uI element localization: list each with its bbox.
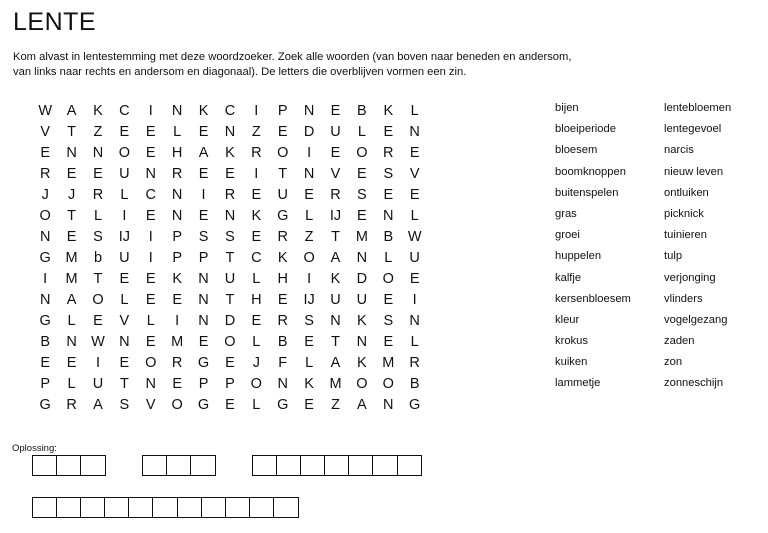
grid-letter: L	[305, 208, 314, 224]
instructions-line-2: van links naar rechts en andersom en diagonaal). De letters die overblijven vormen een zin.	[13, 66, 467, 78]
grid-letter: K	[304, 376, 314, 392]
grid-letter: L	[67, 313, 76, 329]
grid-letter: R	[383, 145, 394, 161]
grid-letter: Z	[304, 229, 314, 245]
grid-letter: B	[383, 229, 394, 245]
solution-letter-box[interactable]	[348, 455, 374, 476]
solution-letter-box[interactable]	[324, 455, 350, 476]
grid-letter: I	[148, 229, 153, 245]
grid-letter: T	[331, 229, 340, 245]
grid-letter: A	[93, 397, 103, 413]
grid-letter: Z	[251, 124, 261, 140]
grid-letter: E	[145, 271, 156, 287]
grid-letter: G	[197, 397, 210, 413]
grid-letter: E	[198, 334, 209, 350]
grid-letter: K	[198, 103, 209, 119]
grid-letter: C	[145, 187, 156, 203]
grid-letter: B	[277, 334, 288, 350]
grid-letter: H	[251, 292, 262, 308]
grid-letter: Z	[331, 397, 340, 413]
grid-letter: U	[330, 292, 341, 308]
grid-letter: E	[225, 355, 235, 371]
word-list-item: vlinders	[664, 292, 703, 305]
solution-label: Oplossing:	[12, 443, 57, 454]
grid-letter: L	[252, 271, 261, 287]
grid-letter: G	[277, 208, 289, 224]
grid-letter: S	[304, 313, 314, 329]
grid-letter: L	[252, 334, 261, 350]
grid-letter: C	[251, 250, 262, 266]
word-list-item: lentebloemen	[664, 102, 732, 114]
grid-letter: L	[410, 334, 419, 350]
grid-letter: E	[93, 313, 103, 329]
grid-letter: A	[330, 355, 341, 371]
grid-letter: E	[357, 166, 367, 182]
grid-letter: b	[93, 250, 103, 266]
grid-letter: N	[224, 124, 236, 140]
grid-letter: I	[43, 271, 48, 287]
solution-letter-box[interactable]	[32, 497, 58, 518]
grid-letter: J	[67, 187, 76, 203]
grid-letter: D	[356, 271, 368, 287]
grid-letter: N	[224, 208, 236, 224]
grid-letter: E	[277, 124, 288, 140]
grid-letter: E	[383, 187, 394, 203]
grid-letter: K	[172, 271, 182, 287]
grid-letter: L	[120, 292, 129, 308]
grid-letter: U	[356, 292, 368, 308]
grid-letter: I	[175, 313, 180, 329]
grid-letter: U	[277, 187, 288, 203]
grid-letter: B	[409, 376, 420, 392]
grid-letter: U	[409, 250, 420, 266]
grid-letter: N	[145, 166, 156, 182]
grid-letter: L	[67, 376, 76, 392]
word-list-item: bloesem	[555, 144, 598, 157]
grid-letter: B	[357, 103, 367, 119]
grid-letter: K	[251, 208, 262, 224]
grid-letter: E	[93, 166, 103, 182]
grid-letter: S	[119, 397, 130, 413]
grid-letter: V	[409, 166, 420, 182]
grid-letter: E	[40, 355, 51, 371]
grid-letter: G	[277, 397, 289, 413]
solution-letter-box[interactable]	[152, 497, 178, 518]
grid-letter: R	[251, 145, 262, 161]
grid-letter: N	[383, 208, 394, 224]
grid-letter: F	[278, 355, 288, 371]
grid-letter: O	[224, 334, 236, 350]
grid-letter: N	[356, 250, 368, 266]
grid-letter: E	[409, 187, 420, 203]
grid-letter: I	[122, 208, 127, 224]
grid-letter: R	[330, 187, 341, 203]
grid-letter: N	[356, 334, 368, 350]
word-list-item: tuinieren	[664, 229, 707, 242]
grid-letter: E	[383, 292, 394, 308]
grid-letter: T	[278, 166, 288, 182]
grid-letter: E	[119, 124, 130, 140]
grid-letter: N	[409, 124, 420, 140]
grid-letter: N	[145, 376, 156, 392]
grid-letter: V	[40, 124, 51, 140]
word-list-item: zonneschijn	[664, 377, 724, 390]
solution-letter-box[interactable]	[276, 455, 302, 476]
grid-letter: I	[307, 145, 312, 161]
grid-letter: R	[92, 187, 104, 203]
solution-word-1	[32, 455, 104, 476]
grid-letter: E	[66, 229, 77, 245]
grid-letter: N	[383, 397, 394, 413]
grid-letter: R	[171, 166, 183, 182]
grid-letter: T	[225, 292, 235, 308]
grid-letter: K	[225, 145, 235, 161]
grid-letter: IJ	[303, 292, 315, 308]
word-list-item: kersenbloesem	[555, 292, 631, 305]
page-title: LENTE	[13, 8, 97, 36]
grid-letter: I	[254, 103, 259, 119]
grid-letter: A	[357, 397, 367, 413]
word-list-item: picknick	[664, 207, 704, 220]
grid-letter: K	[357, 355, 367, 371]
solution-letter-box[interactable]	[273, 497, 299, 518]
grid-letter: E	[198, 208, 209, 224]
grid-letter: N	[39, 292, 51, 308]
grid-letter: T	[67, 124, 77, 140]
grid-letter: D	[224, 313, 236, 329]
grid-letter: I	[254, 166, 259, 182]
grid-letter: S	[225, 229, 235, 245]
grid-letter: O	[382, 271, 394, 287]
grid-letter: S	[357, 187, 367, 203]
grid-letter: P	[277, 103, 288, 119]
grid-letter: W	[38, 103, 53, 119]
solution-letter-box[interactable]	[249, 497, 275, 518]
grid-letter: IJ	[118, 229, 130, 245]
grid-letter: L	[384, 250, 393, 266]
grid-letter: P	[198, 250, 209, 266]
grid-letter: L	[410, 208, 419, 224]
grid-letter: T	[119, 376, 129, 392]
grid-letter: I	[307, 271, 312, 287]
grid-letter: J	[252, 355, 260, 371]
grid-letter: G	[197, 355, 210, 371]
grid-letter: M	[171, 334, 184, 350]
grid-letter: V	[145, 397, 156, 413]
grid-letter: L	[173, 124, 182, 140]
grid-letter: M	[65, 271, 78, 287]
solution-letter-box[interactable]	[372, 455, 398, 476]
grid-letter: R	[277, 229, 288, 245]
grid-letter: I	[148, 250, 153, 266]
grid-letter: O	[277, 145, 289, 161]
grid-letter: G	[409, 397, 421, 413]
solution-letter-box[interactable]	[201, 497, 227, 518]
solution-letter-box[interactable]	[104, 497, 130, 518]
grid-letter: G	[39, 313, 51, 329]
grid-letter: U	[224, 271, 236, 287]
grid-letter: E	[145, 145, 156, 161]
grid-letter: A	[198, 145, 209, 161]
grid-letter: E	[198, 124, 209, 140]
grid-letter: M	[65, 250, 78, 266]
grid-letter: O	[356, 376, 368, 392]
grid-letter: K	[93, 103, 103, 119]
grid-letter: E	[304, 397, 314, 413]
grid-letter: M	[329, 376, 342, 392]
grid-letter: R	[277, 313, 288, 329]
grid-letter: P	[172, 250, 182, 266]
grid-letter: B	[40, 334, 51, 350]
grid-letter: O	[250, 376, 262, 392]
grid-letter: E	[409, 145, 420, 161]
word-list-left	[555, 101, 631, 398]
solution-letter-box[interactable]	[142, 455, 168, 476]
grid-letter: V	[119, 313, 130, 329]
grid-letter: N	[66, 334, 77, 350]
grid-letter: E	[251, 229, 262, 245]
letter-grid	[32, 101, 428, 416]
grid-letter: T	[93, 271, 103, 287]
grid-letter: E	[225, 397, 235, 413]
grid-letter: O	[303, 250, 315, 266]
grid-letter: H	[277, 271, 288, 287]
grid-letter: G	[39, 397, 51, 413]
grid-letter: E	[145, 334, 156, 350]
word-list-item: groei	[555, 229, 580, 242]
grid-letter: N	[171, 208, 183, 224]
grid-letter: N	[119, 334, 130, 350]
word-list-item: tulp	[664, 250, 683, 263]
grid-letter: IJ	[329, 208, 342, 224]
grid-letter: R	[66, 397, 77, 413]
grid-letter: T	[331, 334, 340, 350]
grid-letter: R	[409, 355, 420, 371]
grid-letter: H	[171, 145, 183, 161]
grid-letter: M	[355, 229, 368, 245]
grid-letter: N	[198, 292, 209, 308]
word-list-item: nieuw leven	[664, 165, 724, 178]
grid-letter: E	[145, 208, 156, 224]
grid-letter: P	[198, 376, 209, 392]
solution-letter-box[interactable]	[252, 455, 278, 476]
solution-word-2	[142, 455, 214, 476]
word-list-item: narcis	[664, 144, 694, 157]
grid-letter: N	[171, 103, 183, 119]
grid-letter: E	[383, 334, 394, 350]
solution-letter-box[interactable]	[225, 497, 251, 518]
grid-letter: P	[225, 376, 235, 392]
grid-letter: R	[224, 187, 236, 203]
grid-letter: N	[92, 145, 104, 161]
word-list-item: boomknoppen	[555, 165, 626, 178]
instructions	[13, 50, 753, 80]
grid-letter: O	[356, 145, 368, 161]
grid-letter: E	[66, 166, 77, 182]
grid-letter: O	[171, 397, 183, 413]
grid-letter: J	[41, 187, 49, 203]
grid-letter: N	[198, 313, 209, 329]
grid-letter: N	[66, 145, 77, 161]
grid-letter: E	[40, 145, 51, 161]
grid-letter: L	[93, 208, 103, 224]
grid-letter: U	[330, 124, 341, 140]
grid-letter: E	[119, 355, 130, 371]
grid-letter: E	[251, 313, 262, 329]
word-list-item: ontluiken	[664, 186, 709, 199]
word-list-item: bijen	[555, 102, 579, 114]
instructions-line-1: Kom alvast in lentestemming met deze woordzoeker. Zoek alle woorden (van boven naar beneden en andersom,	[13, 51, 572, 63]
solution-word-3	[252, 455, 421, 476]
grid-letter: S	[383, 313, 394, 329]
grid-letter: K	[383, 103, 394, 119]
grid-letter: E	[277, 292, 288, 308]
solution-word-4	[32, 497, 297, 518]
word-list-item: huppelen	[555, 250, 602, 263]
solution-letter-box[interactable]	[397, 455, 423, 476]
grid-letter: E	[172, 292, 182, 308]
solution-letter-box[interactable]	[80, 497, 106, 518]
grid-letter: W	[91, 334, 105, 350]
solution-letter-box[interactable]	[56, 497, 82, 518]
grid-letter: E	[251, 187, 262, 203]
grid-letter: E	[330, 145, 341, 161]
grid-letter: R	[39, 166, 51, 182]
grid-letter: R	[171, 355, 183, 371]
grid-letter: K	[277, 250, 288, 266]
grid-letter: E	[304, 334, 314, 350]
word-list-item: kalfje	[555, 271, 582, 284]
grid-letter: N	[171, 187, 183, 203]
solution-letter-box[interactable]	[166, 455, 192, 476]
word-list-item: kleur	[555, 313, 580, 326]
grid-letter: E	[225, 166, 235, 182]
grid-letter: N	[277, 376, 288, 392]
grid-letter: T	[225, 250, 235, 266]
grid-letter: C	[119, 103, 130, 119]
grid-letter: I	[412, 292, 417, 308]
grid-letter: E	[66, 355, 77, 371]
grid-letter: E	[330, 103, 341, 119]
grid-letter: E	[172, 376, 182, 392]
grid-letter: L	[120, 187, 129, 203]
grid-letter: U	[119, 166, 130, 182]
solution-letter-box[interactable]	[56, 455, 82, 476]
grid-letter: L	[357, 124, 366, 140]
grid-letter: U	[92, 376, 104, 392]
grid-letter: E	[145, 124, 156, 140]
grid-letter: E	[357, 208, 367, 224]
grid-letter: N	[303, 103, 315, 119]
grid-letter: V	[330, 166, 341, 182]
grid-letter: S	[93, 229, 103, 245]
grid-letter: L	[410, 103, 419, 119]
word-list-item: verjonging	[664, 271, 716, 284]
grid-letter: A	[66, 103, 77, 119]
grid-letter: N	[303, 166, 315, 182]
grid-letter: G	[39, 250, 51, 266]
word-list-item: zon	[664, 356, 683, 369]
grid-letter: O	[382, 376, 394, 392]
word-list-item: lammetje	[555, 377, 601, 390]
word-list-item: buitenspelen	[555, 186, 619, 199]
grid-letter: L	[252, 397, 261, 413]
grid-letter: E	[304, 187, 314, 203]
grid-letter: A	[66, 292, 77, 308]
grid-letter: I	[95, 355, 100, 371]
grid-letter: E	[409, 271, 420, 287]
grid-letter: N	[409, 313, 420, 329]
solution-letter-box[interactable]	[80, 455, 106, 476]
word-list-item: vogelgezang	[664, 313, 728, 326]
grid-letter: N	[39, 229, 51, 245]
grid-letter: I	[201, 187, 206, 203]
grid-letter: N	[198, 271, 209, 287]
solution-letter-box[interactable]	[128, 497, 154, 518]
grid-letter: W	[407, 229, 422, 245]
grid-letter: Z	[93, 124, 103, 140]
solution-letter-box[interactable]	[190, 455, 216, 476]
grid-letter: E	[383, 124, 394, 140]
grid-letter: N	[330, 313, 341, 329]
grid-letter: K	[357, 313, 367, 329]
grid-letter: O	[92, 292, 104, 308]
word-list-item: krokus	[555, 335, 588, 348]
grid-letter: M	[382, 355, 395, 371]
grid-letter: C	[224, 103, 236, 119]
grid-letter: E	[145, 292, 156, 308]
grid-letter: S	[383, 166, 394, 182]
word-list-item: bloeiperiode	[555, 123, 616, 136]
grid-letter: U	[119, 250, 130, 266]
word-list-right	[664, 101, 731, 398]
word-list-item: zaden	[664, 335, 695, 348]
grid-letter: P	[172, 229, 182, 245]
grid-letter: O	[145, 355, 157, 371]
grid-letter: L	[146, 313, 155, 329]
grid-letter: S	[198, 229, 209, 245]
grid-letter: P	[40, 376, 51, 392]
grid-letter: O	[39, 208, 51, 224]
grid-letter: L	[305, 355, 314, 371]
word-list-item: gras	[555, 207, 577, 220]
grid-letter: K	[330, 271, 341, 287]
grid-letter: E	[119, 271, 130, 287]
grid-letter: D	[303, 124, 315, 140]
grid-letter: O	[118, 145, 130, 161]
grid-letter: A	[330, 250, 341, 266]
grid-letter: T	[67, 208, 77, 224]
solution-letter-box[interactable]	[177, 497, 203, 518]
word-list-item: kuiken	[555, 356, 588, 369]
solution-letter-box[interactable]	[32, 455, 58, 476]
solution-letter-box[interactable]	[300, 455, 326, 476]
word-list-item: lentegevoel	[664, 123, 722, 136]
grid-letter: I	[148, 103, 153, 119]
grid-letter: E	[198, 166, 209, 182]
